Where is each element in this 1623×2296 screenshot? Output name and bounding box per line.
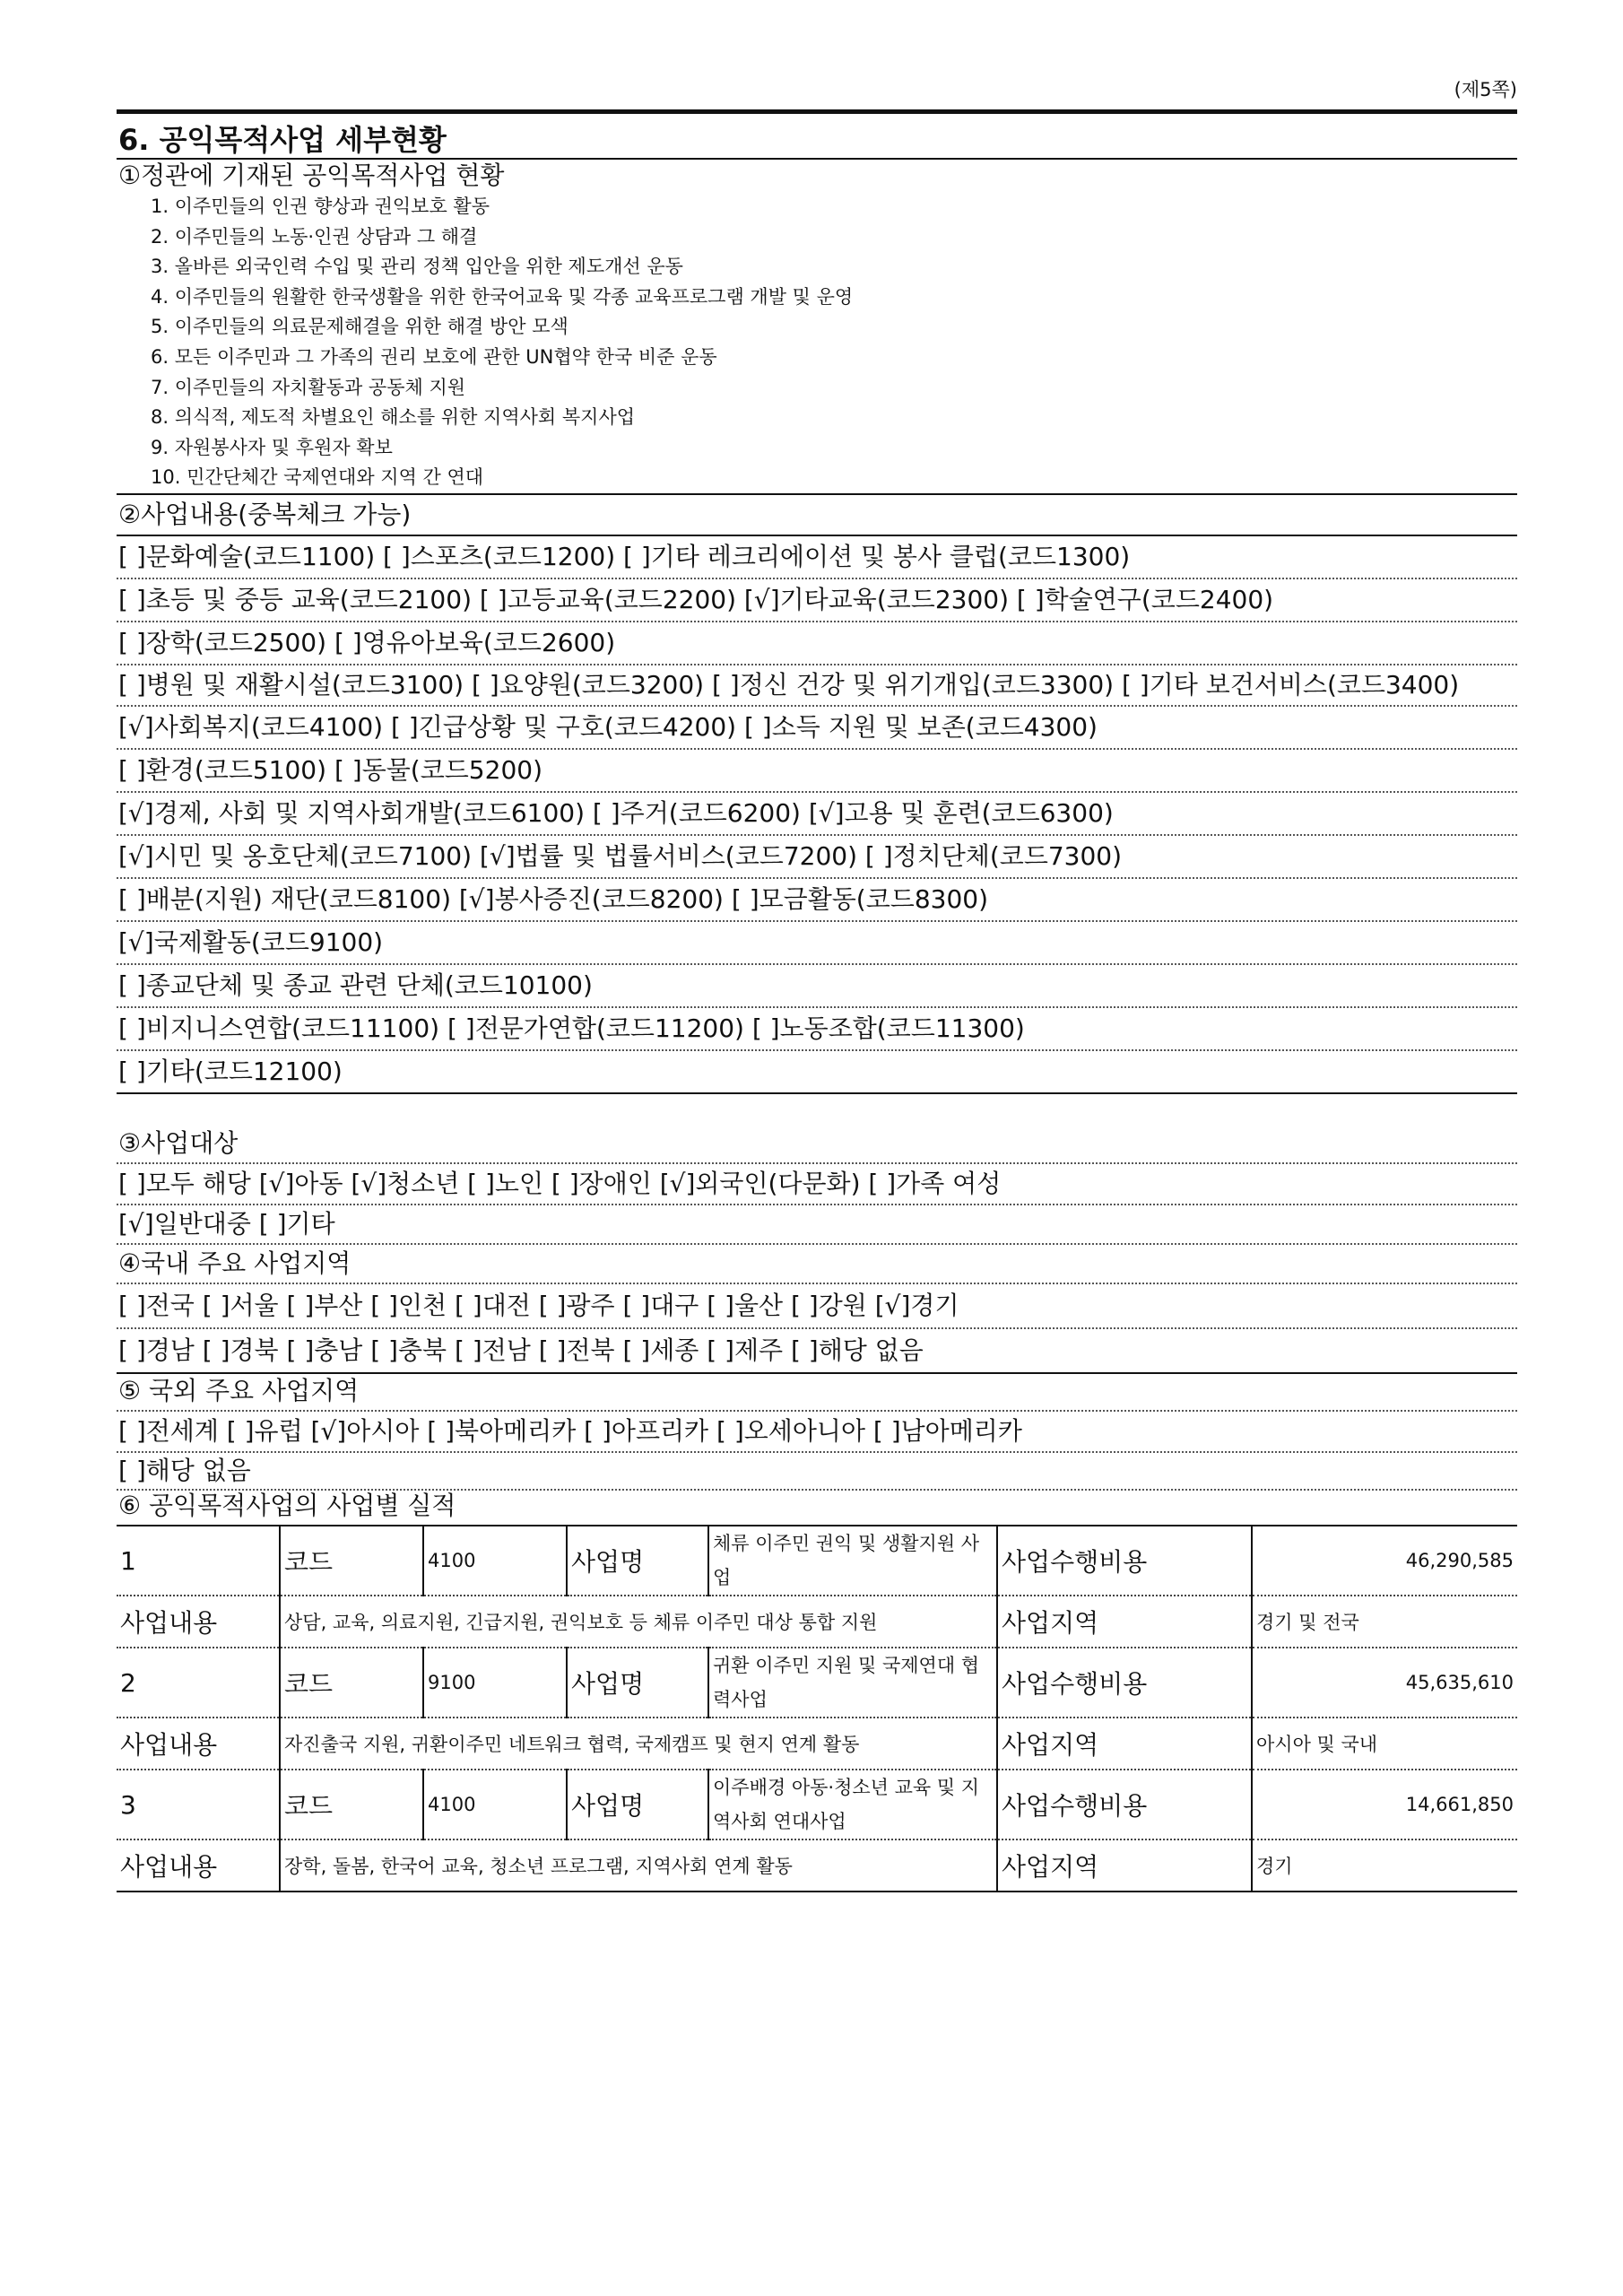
project-number: 3 — [117, 1770, 280, 1839]
project-cost: 45,635,610 — [1252, 1648, 1517, 1718]
region-label: 사업지역 — [997, 1718, 1252, 1770]
charter-item: 4. 이주민들의 원활한 한국생활을 위한 한국어교육 및 각종 교육프로그램 개발 및 운영 — [151, 285, 854, 308]
project-name: 체류 이주민 권익 및 생활지원 사업 — [708, 1526, 997, 1596]
charter-section — [117, 160, 1517, 495]
content-label: 사업내용 — [117, 1718, 280, 1770]
project-number: 1 — [117, 1526, 280, 1596]
business-section — [117, 495, 1517, 1094]
target-section — [117, 1125, 1517, 1245]
name-label: 사업명 — [567, 1648, 708, 1718]
overseas-row: [ ]전세계 [ ]유럽 [√]아시아 [ ]북아메리카 [ ]아프리카 [ ]오세아니아 [ ]남아메리카 — [117, 1412, 1517, 1453]
charter-item: 5. 이주민들의 의료문제해결을 위한 해결 방안 모색 — [151, 316, 568, 338]
charter-item: 6. 모든 이주민과 그 가족의 권리 보호에 관한 UN협약 한국 비준 운동 — [151, 345, 717, 368]
charter-item: 1. 이주민들의 인권 향상과 권익보호 활동 — [151, 196, 490, 217]
charter-heading: ①정관에 기재된 공익목적사업 현황 — [118, 161, 505, 190]
region-label: 사업지역 — [997, 1596, 1252, 1648]
business-row: [ ]문화예술(코드1100) [ ]스포츠(코드1200) [ ]기타 레크리에이션 및 봉사 클럽(코드1300) — [117, 536, 1517, 579]
business-row: [ ]배분(지원) 재단(코드8100) [√]봉사증진(코드8200) [ ]모금활동(코드8300) — [117, 879, 1517, 922]
business-row: [ ]병원 및 재활시설(코드3100) [ ]요양원(코드3200) [ ]정신 건강 및 위기개입(코드3300) [ ]기타 보건서비스(코드3400) — [117, 665, 1517, 707]
charter-item: 8. 의식적, 제도적 차별요인 해소를 위한 지역사회 복지사업 — [151, 406, 636, 429]
domestic-region-section — [117, 1245, 1517, 1374]
business-row: [√]경제, 사회 및 지역사회개발(코드6100) [ ]주거(코드6200) [√]고용 및 훈련(코드6300) — [117, 793, 1517, 836]
project-name: 귀환 이주민 지원 및 국제연대 협력사업 — [708, 1648, 997, 1718]
region-label: 사업지역 — [997, 1839, 1252, 1892]
target-row: [√]일반대중 [ ]기타 — [117, 1205, 1517, 1245]
table-row — [117, 1526, 1517, 1596]
table-row — [117, 1839, 1517, 1892]
cost-label: 사업수행비용 — [997, 1770, 1252, 1839]
performance-table — [117, 1526, 1517, 1892]
business-row: [√]사회복지(코드4100) [ ]긴급상황 및 구호(코드4200) [ ]소득 지원 및 보존(코드4300) — [117, 707, 1517, 750]
business-row: [ ]장학(코드2500) [ ]영유아보육(코드2600) — [117, 622, 1517, 665]
business-row: [ ]종교단체 및 종교 관련 단체(코드10100) — [117, 965, 1517, 1008]
code-label: 코드 — [280, 1648, 423, 1718]
content-label: 사업내용 — [117, 1839, 280, 1892]
business-row: [ ]환경(코드5100) [ ]동물(코드5200) — [117, 750, 1517, 793]
project-content: 자진출국 지원, 귀환이주민 네트워크 협력, 국제캠프 및 현지 연계 활동 — [280, 1718, 997, 1770]
overseas-heading: ⑤ 국외 주요 사업지역 — [117, 1372, 1517, 1412]
project-name: 이주배경 아동·청소년 교육 및 지역사회 연대사업 — [708, 1770, 997, 1839]
project-cost: 14,661,850 — [1252, 1770, 1517, 1839]
charter-item: 7. 이주민들의 자치활동과 공동체 지원 — [151, 376, 466, 398]
performance-section — [117, 1487, 1517, 1526]
charter-item: 3. 올바른 외국인력 수입 및 관리 정책 입안을 위한 제도개선 운동 — [151, 256, 683, 278]
charter-item: 9. 자원봉사자 및 후원자 확보 — [151, 436, 393, 458]
code-label: 코드 — [280, 1770, 423, 1839]
project-code: 4100 — [423, 1526, 567, 1596]
target-row: [ ]모두 해당 [√]아동 [√]청소년 [ ]노인 [ ]장애인 [√]외국인(다문화) [ ]가족 여성 — [117, 1164, 1517, 1205]
business-row: [ ]비지니스연합(코드11100) [ ]전문가연합(코드11200) [ ]노동조합(코드11300) — [117, 1008, 1517, 1051]
table-row — [117, 1718, 1517, 1770]
name-label: 사업명 — [567, 1526, 708, 1596]
cost-label: 사업수행비용 — [997, 1648, 1252, 1718]
target-heading: ③사업대상 — [117, 1125, 1517, 1164]
project-cost: 46,290,585 — [1252, 1526, 1517, 1596]
project-code: 9100 — [423, 1648, 567, 1718]
project-code: 4100 — [423, 1770, 567, 1839]
overseas-row: [ ]해당 없음 — [117, 1453, 1517, 1491]
project-region: 경기 — [1252, 1839, 1517, 1892]
domestic-row: [ ]경남 [ ]경북 [ ]충남 [ ]충북 [ ]전남 [ ]전북 [ ]세종 [ ]제주 [ ]해당 없음 — [117, 1329, 1517, 1374]
performance-heading: ⑥ 공익목적사업의 사업별 실적 — [117, 1487, 1517, 1526]
section-title: 6. 공익목적사업 세부현황 — [117, 109, 1517, 160]
project-region: 아시아 및 국내 — [1252, 1718, 1517, 1770]
project-content: 상담, 교육, 의료지원, 긴급지원, 권익보호 등 체류 이주민 대상 통합 지원 — [280, 1596, 997, 1648]
charter-item: 10. 민간단체간 국제연대와 지역 간 연대 — [151, 466, 484, 489]
charter-item: 2. 이주민들의 노동·인권 상담과 그 해결 — [151, 225, 478, 248]
business-row: [√]시민 및 옹호단체(코드7100) [√]법률 및 법률서비스(코드7200) [ ]정치단체(코드7300) — [117, 836, 1517, 879]
table-row — [117, 1596, 1517, 1648]
table-row — [117, 1770, 1517, 1839]
domestic-heading: ④국내 주요 사업지역 — [117, 1245, 1517, 1284]
code-label: 코드 — [280, 1526, 423, 1596]
table-row — [117, 1648, 1517, 1718]
overseas-region-section — [117, 1372, 1517, 1491]
business-row: [ ]기타(코드12100) — [117, 1051, 1517, 1094]
project-content: 장학, 돌봄, 한국어 교육, 청소년 프로그램, 지역사회 연계 활동 — [280, 1839, 997, 1892]
content-label: 사업내용 — [117, 1596, 280, 1648]
page-number: (제5쪽) — [1454, 79, 1517, 100]
business-heading: ②사업내용(중복체크 가능) — [117, 495, 1517, 536]
charter-list — [117, 192, 1517, 495]
name-label: 사업명 — [567, 1770, 708, 1839]
business-row: [ ]초등 및 중등 교육(코드2100) [ ]고등교육(코드2200) [√]기타교육(코드2300) [ ]학술연구(코드2400) — [117, 579, 1517, 622]
domestic-row: [ ]전국 [ ]서울 [ ]부산 [ ]인천 [ ]대전 [ ]광주 [ ]대구 [ ]울산 [ ]강원 [√]경기 — [117, 1284, 1517, 1329]
business-row: [√]국제활동(코드9100) — [117, 922, 1517, 965]
project-region: 경기 및 전국 — [1252, 1596, 1517, 1648]
project-number: 2 — [117, 1648, 280, 1718]
cost-label: 사업수행비용 — [997, 1526, 1252, 1596]
